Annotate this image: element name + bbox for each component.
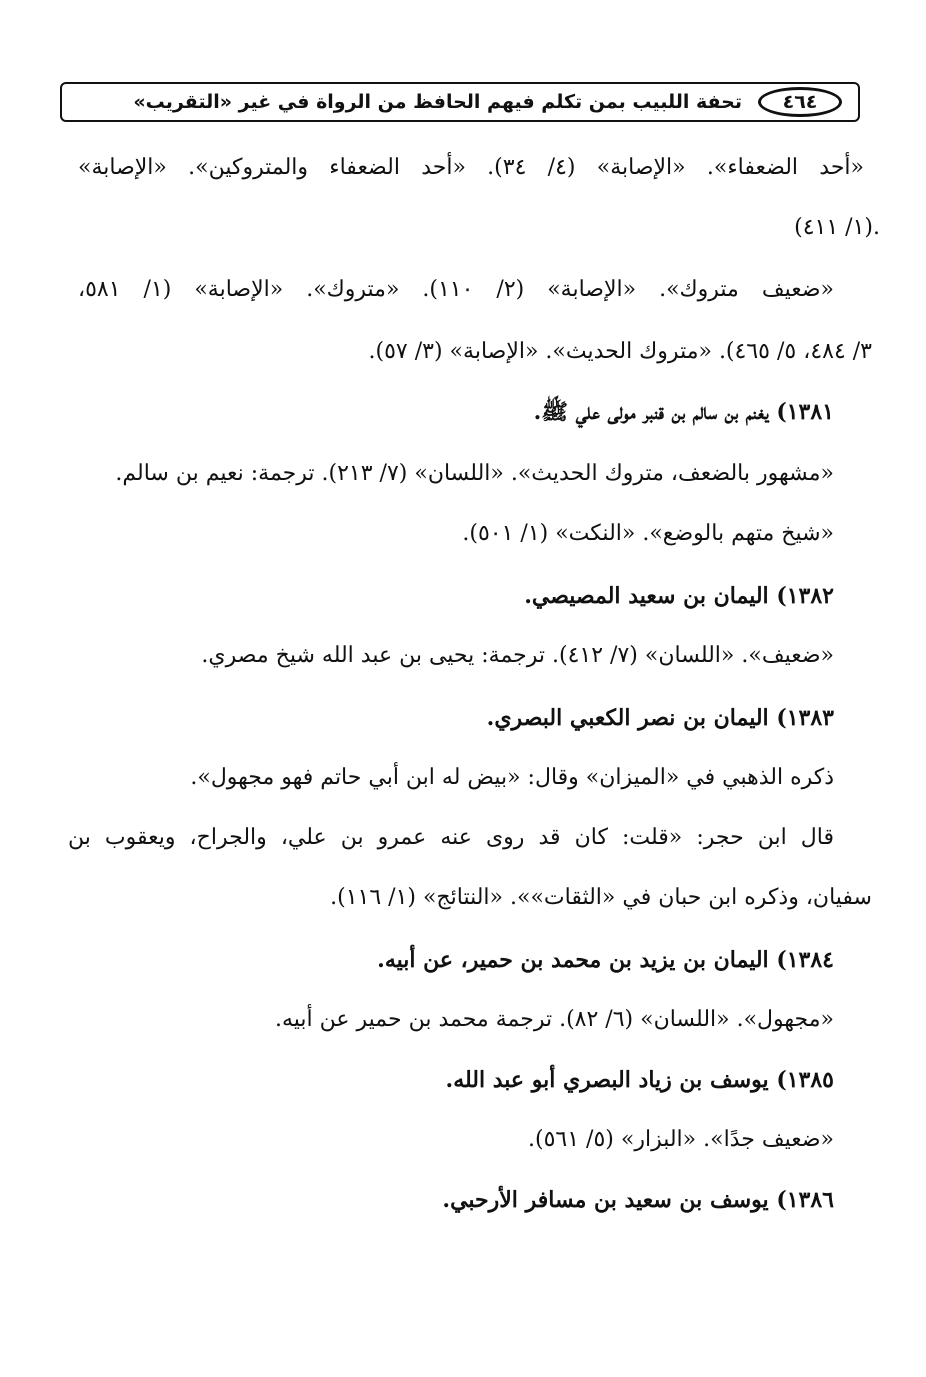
text-line: «شيخ متهم بالوضع». «النكت» (١/ ٥٠١). bbox=[462, 521, 834, 546]
text-line: «ضعيف متروك». «الإصابة» (٢/ ١١٠). «متروك». «الإصابة» (١/ ٥٨١، bbox=[78, 277, 834, 302]
text-line: (١/ ٤١١). bbox=[794, 215, 880, 240]
text-line: سفيان، وذكره ابن حبان في «الثقات»». «النتائج» (١/ ١١٦). bbox=[330, 885, 872, 910]
entry-heading: ١٣٨٦) يوسف بن سعيد بن مسافر الأرحبي. bbox=[442, 1187, 834, 1213]
entry-heading: ١٣٨١) يغنم بن سالم بن قنبر مولى علي ﷺ. bbox=[533, 399, 834, 425]
text-line: قال ابن حجر: «قلت: كان قد روى عنه عمرو بن علي، والجراح، ويعقوب بن bbox=[68, 825, 834, 850]
text-line: «مشهور بالضعف، متروك الحديث». «اللسان» (٧/ ٢١٣). ترجمة: نعيم بن سالم. bbox=[115, 461, 834, 486]
entry-heading: ١٣٨٥) يوسف بن زياد البصري أبو عبد الله. bbox=[445, 1067, 834, 1093]
text-line: «ضعيف». «اللسان» (٧/ ٤١٢). ترجمة: يحيى بن عبد الله شيخ مصري. bbox=[201, 643, 834, 668]
running-header bbox=[60, 82, 860, 122]
entry-heading: ١٣٨٢) اليمان بن سعيد المصيصي. bbox=[524, 583, 834, 609]
text-line: «أحد الضعفاء». «الإصابة» (٤/ ٣٤). «أحد الضعفاء والمتروكين». «الإصابة» bbox=[78, 155, 864, 180]
text-line: ذكره الذهبي في «الميزان» وقال: «بيض له ابن أبي حاتم فهو مجهول». bbox=[190, 765, 834, 790]
text-line: «ضعيف جدًا». «البزار» (٥/ ٥٦١). bbox=[528, 1127, 834, 1152]
text-line: «مجهول». «اللسان» (٦/ ٨٢). ترجمة محمد بن حمير عن أبيه. bbox=[274, 1007, 834, 1032]
entry-heading: ١٣٨٤) اليمان بن يزيد بن محمد بن حمير، عن أبيه. bbox=[377, 947, 834, 973]
running-title: تحفة اللبيب بمن تكلم فيهم الحافظ من الرواة في غير «التقريب» bbox=[133, 91, 742, 113]
page-number: ٤٦٤ bbox=[758, 87, 842, 117]
text-line: ٣/ ٤٨٤، ٥/ ٤٦٥). «متروك الحديث». «الإصابة» (٣/ ٥٧). bbox=[368, 339, 872, 364]
entry-heading: ١٣٨٣) اليمان بن نصر الكعبي البصري. bbox=[486, 705, 834, 731]
